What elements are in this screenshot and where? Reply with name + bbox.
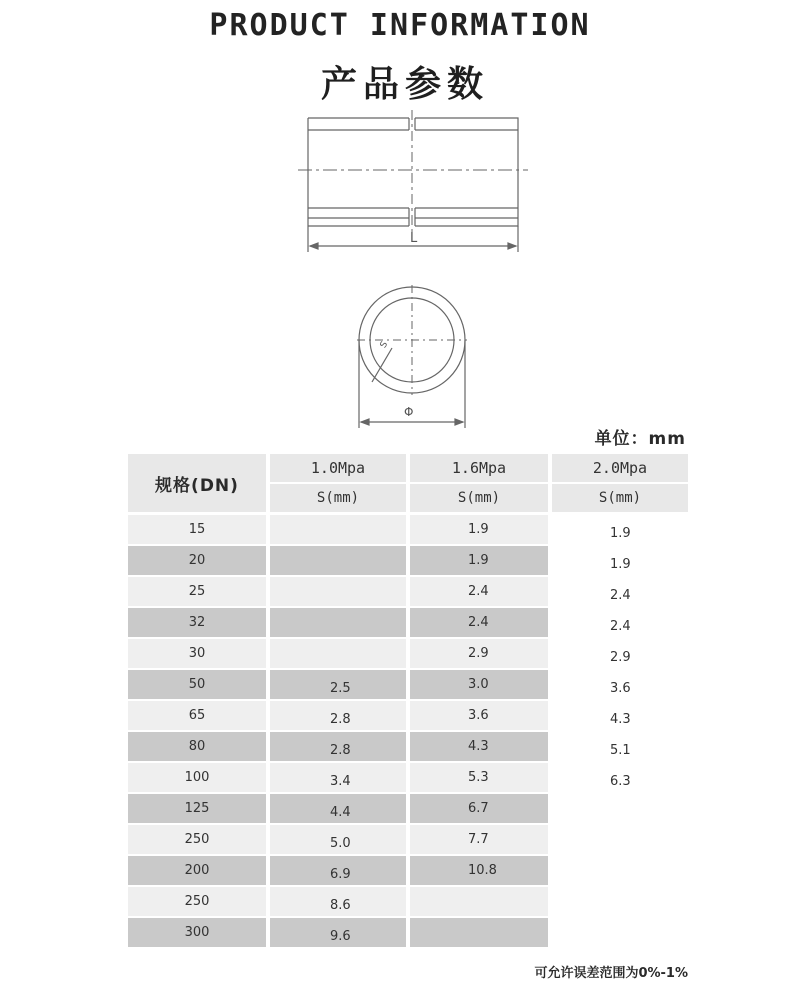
table-row: [128, 701, 688, 732]
thickness-1-6mpa-cell: 2.4: [410, 608, 548, 637]
table-row: [128, 825, 688, 856]
thickness-2-0mpa-cell: 1.9: [552, 515, 688, 544]
thickness-1-6mpa-cell: 3.6: [410, 701, 548, 730]
diameter-dimension-label: Φ: [404, 405, 414, 419]
dn-cell: 200: [128, 856, 266, 885]
thickness-1-6mpa-cell: 10.8: [410, 856, 548, 885]
thickness-2-0mpa-cell: 4.3: [552, 701, 688, 730]
pressure-header-1-0: 1.0Mpa: [270, 454, 406, 482]
dn-cell: 250: [128, 887, 266, 916]
thickness-2-0mpa-cell: 3.6: [552, 670, 688, 699]
dn-cell: 50: [128, 670, 266, 699]
thickness-1-0mpa-cell: [270, 608, 406, 637]
table-row: [128, 763, 688, 794]
thickness-1-6mpa-cell: 7.7: [410, 825, 548, 854]
thickness-1-6mpa-cell: 2.9: [410, 639, 548, 668]
thickness-1-6mpa-cell: 1.9: [410, 515, 548, 544]
thickness-dimension-label: S: [378, 340, 391, 350]
thickness-1-6mpa-cell: 5.3: [410, 763, 548, 792]
thickness-2-0mpa-cell: [552, 825, 688, 854]
table-row: [128, 546, 688, 577]
thickness-2-0mpa-cell: [552, 856, 688, 885]
thickness-1-0mpa-cell: 3.4: [270, 763, 406, 792]
thickness-1-6mpa-cell: 1.9: [410, 546, 548, 575]
thickness-1-6mpa-cell: [410, 918, 548, 947]
thickness-1-0mpa-cell: 6.9: [270, 856, 406, 885]
table-row: [128, 608, 688, 639]
thickness-1-0mpa-cell: [270, 639, 406, 668]
spec-column-header: 规格(DN): [128, 454, 266, 512]
thickness-1-0mpa-cell: [270, 546, 406, 575]
sub-header-thickness-2: S(mm): [410, 484, 548, 512]
thickness-1-6mpa-cell: [410, 887, 548, 916]
table-row: [128, 515, 688, 546]
table-row: [128, 856, 688, 887]
pressure-header-2-0: 2.0Mpa: [552, 454, 688, 482]
thickness-2-0mpa-cell: 5.1: [552, 732, 688, 761]
length-dimension-label: L: [410, 231, 418, 246]
dn-cell: 80: [128, 732, 266, 761]
table-row: [128, 577, 688, 608]
thickness-1-0mpa-cell: 4.4: [270, 794, 406, 823]
thickness-1-6mpa-cell: 6.7: [410, 794, 548, 823]
table-body: [128, 515, 688, 949]
page-title-chinese: 产品参数: [320, 64, 489, 105]
page-title-english: PRODUCT INFORMATION: [209, 8, 591, 43]
table-row: [128, 732, 688, 763]
thickness-2-0mpa-cell: [552, 918, 688, 947]
dn-cell: 20: [128, 546, 266, 575]
table-row: [128, 670, 688, 701]
thickness-2-0mpa-cell: [552, 794, 688, 823]
dn-cell: 125: [128, 794, 266, 823]
thickness-1-0mpa-cell: [270, 515, 406, 544]
sub-header-thickness-1: S(mm): [270, 484, 406, 512]
thickness-1-0mpa-cell: [270, 577, 406, 606]
pressure-header-1-6: 1.6Mpa: [410, 454, 548, 482]
thickness-2-0mpa-cell: 1.9: [552, 546, 688, 575]
thickness-1-0mpa-cell: 2.8: [270, 732, 406, 761]
thickness-1-0mpa-cell: 2.5: [270, 670, 406, 699]
thickness-2-0mpa-cell: 2.9: [552, 639, 688, 668]
dn-cell: 25: [128, 577, 266, 606]
dn-cell: 100: [128, 763, 266, 792]
thickness-1-0mpa-cell: 9.6: [270, 918, 406, 947]
thickness-1-0mpa-cell: 5.0: [270, 825, 406, 854]
dn-cell: 300: [128, 918, 266, 947]
table-row: [128, 794, 688, 825]
thickness-1-6mpa-cell: 2.4: [410, 577, 548, 606]
table-row: [128, 918, 688, 949]
dn-cell: 250: [128, 825, 266, 854]
table-row: [128, 887, 688, 918]
thickness-2-0mpa-cell: 2.4: [552, 608, 688, 637]
pipe-coupling-drawing: [0, 0, 800, 440]
thickness-1-6mpa-cell: 4.3: [410, 732, 548, 761]
tolerance-footnote: 可允许误差范围为0%-1%: [534, 966, 688, 981]
thickness-1-0mpa-cell: 2.8: [270, 701, 406, 730]
unit-label: 单位：mm: [594, 429, 686, 449]
thickness-2-0mpa-cell: 6.3: [552, 763, 688, 792]
thickness-2-0mpa-cell: 2.4: [552, 577, 688, 606]
thickness-2-0mpa-cell: [552, 887, 688, 916]
dn-cell: 15: [128, 515, 266, 544]
dn-cell: 65: [128, 701, 266, 730]
thickness-1-0mpa-cell: 8.6: [270, 887, 406, 916]
dn-cell: 32: [128, 608, 266, 637]
table-row: [128, 639, 688, 670]
dn-cell: 30: [128, 639, 266, 668]
sub-header-thickness-3: S(mm): [552, 484, 688, 512]
thickness-1-6mpa-cell: 3.0: [410, 670, 548, 699]
